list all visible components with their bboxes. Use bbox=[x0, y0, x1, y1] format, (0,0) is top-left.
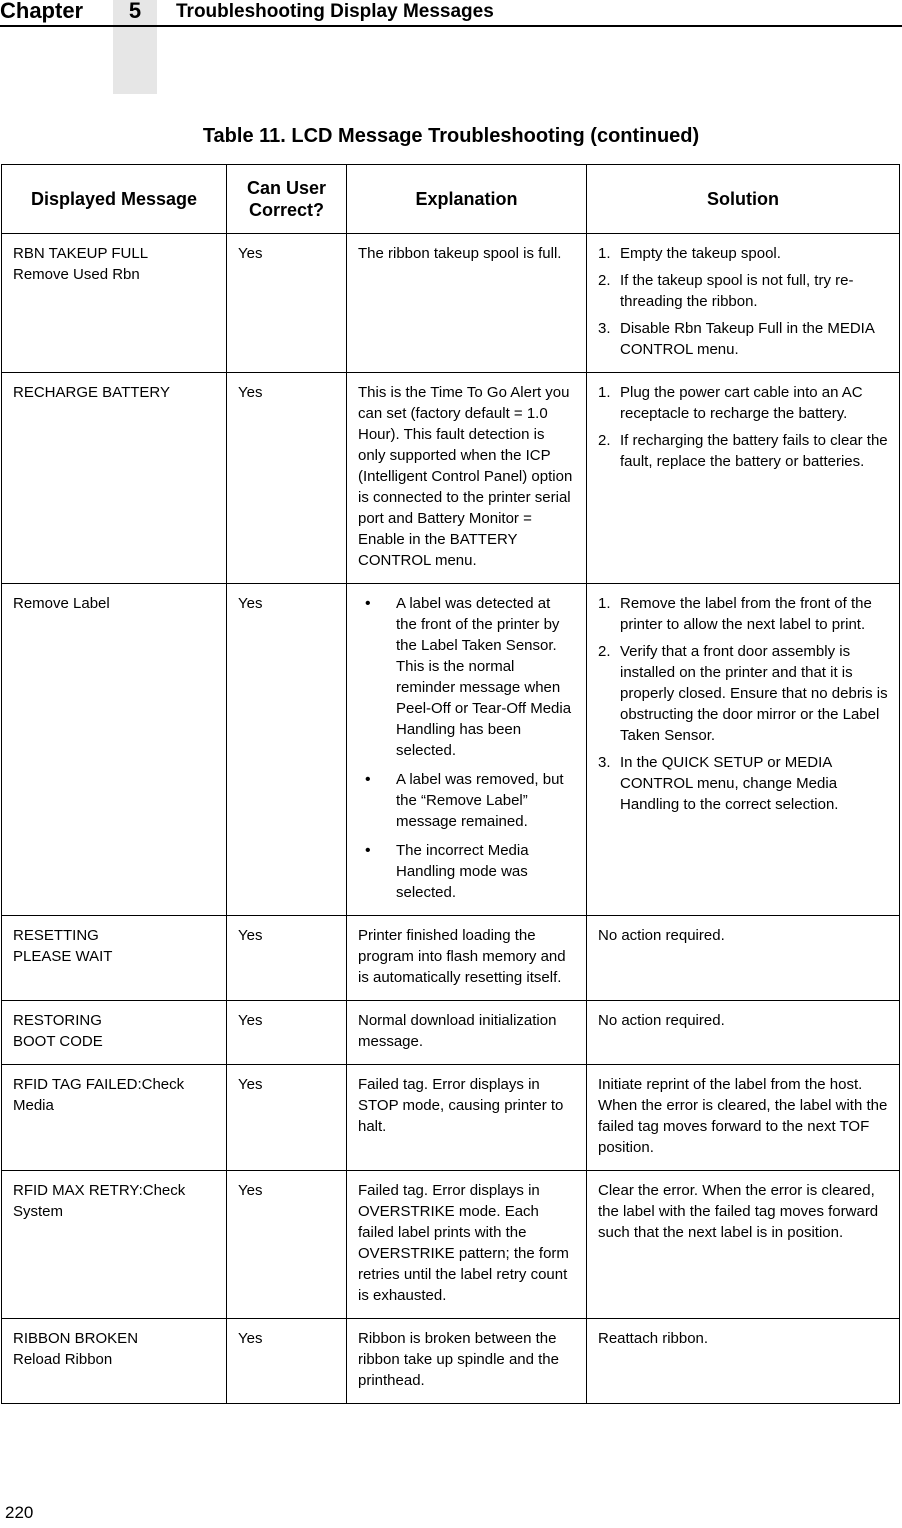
step-text: Disable Rbn Takeup Full in the MEDIA CONTROL menu. bbox=[620, 320, 875, 358]
cell-explanation: The ribbon takeup spool is full. bbox=[347, 234, 587, 373]
table-row bbox=[2, 1001, 900, 1065]
solution-step bbox=[598, 318, 888, 360]
cell-user-correct: Yes bbox=[227, 373, 347, 584]
step-number: 1. bbox=[598, 595, 611, 612]
cell-solution: Reattach ribbon. bbox=[587, 1319, 900, 1404]
table-row bbox=[2, 1065, 900, 1171]
solution-step-list bbox=[598, 243, 888, 360]
solution-step bbox=[598, 641, 888, 746]
cell-solution bbox=[587, 234, 900, 373]
message-line: RESETTING bbox=[13, 927, 99, 944]
cell-solution: Initiate reprint of the label from the host. When the error is cleared, the label with the failed tag moves forward to the next TOF position. bbox=[587, 1065, 900, 1171]
message-line: RBN TAKEUP FULL bbox=[13, 245, 149, 262]
cell-solution bbox=[587, 584, 900, 916]
cell-solution: No action required. bbox=[587, 916, 900, 1001]
solution-step-list bbox=[598, 382, 888, 472]
bullet-text: The incorrect Media Handling mode was selected. bbox=[396, 842, 529, 901]
table-row bbox=[2, 1319, 900, 1404]
bullet-icon: • bbox=[365, 595, 371, 612]
lcd-message-table bbox=[1, 164, 900, 1404]
page-header bbox=[0, 0, 902, 30]
table-row bbox=[2, 584, 900, 916]
step-text: If recharging the battery fails to clear the fault, replace the battery or batteries. bbox=[620, 432, 888, 470]
step-number: 2. bbox=[598, 272, 611, 289]
message-line: BOOT CODE bbox=[13, 1033, 103, 1050]
message-line: RECHARGE BATTERY bbox=[13, 384, 170, 401]
cell-displayed-message bbox=[2, 373, 227, 584]
table-row bbox=[2, 234, 900, 373]
explanation-bullet bbox=[358, 593, 575, 761]
explanation-bullet-list bbox=[358, 593, 575, 903]
cell-explanation: Failed tag. Error displays in STOP mode, causing printer to halt. bbox=[347, 1065, 587, 1171]
cell-solution bbox=[587, 373, 900, 584]
cell-user-correct: Yes bbox=[227, 1319, 347, 1404]
solution-step bbox=[598, 593, 888, 635]
step-number: 3. bbox=[598, 754, 611, 771]
cell-explanation: This is the Time To Go Alert you can set (factory default = 1.0 Hour). This fault detection is only supported when the ICP (Intelligent Control Panel) option is connected to the printer serial port and Battery Monitor = Enable in the BATTERY CONTROL menu. bbox=[347, 373, 587, 584]
message-line: RFID MAX RETRY:Check System bbox=[13, 1182, 186, 1220]
cell-solution: No action required. bbox=[587, 1001, 900, 1065]
step-number: 1. bbox=[598, 384, 611, 401]
cell-user-correct: Yes bbox=[227, 916, 347, 1001]
step-text: In the QUICK SETUP or MEDIA CONTROL menu, change Media Handling to the correct selection. bbox=[620, 754, 839, 813]
chapter-title: Troubleshooting Display Messages bbox=[176, 1, 494, 22]
cell-displayed-message bbox=[2, 1319, 227, 1404]
chapter-label: Chapter bbox=[0, 0, 84, 23]
message-line: PLEASE WAIT bbox=[13, 948, 113, 965]
explanation-bullet bbox=[358, 769, 575, 832]
cell-displayed-message bbox=[2, 584, 227, 916]
solution-step bbox=[598, 430, 888, 472]
col-header-user-correct: Can User Correct? bbox=[227, 165, 347, 234]
step-number: 2. bbox=[598, 432, 611, 449]
cell-displayed-message bbox=[2, 234, 227, 373]
message-line: RIBBON BROKEN bbox=[13, 1330, 139, 1347]
solution-step bbox=[598, 243, 888, 264]
table-header-row bbox=[2, 165, 900, 234]
bullet-icon: • bbox=[365, 842, 371, 859]
message-line: Reload Ribbon bbox=[13, 1351, 113, 1368]
cell-user-correct: Yes bbox=[227, 1171, 347, 1319]
cell-displayed-message bbox=[2, 1065, 227, 1171]
step-text: Plug the power cart cable into an AC receptacle to recharge the battery. bbox=[620, 384, 863, 422]
explanation-bullet bbox=[358, 840, 575, 903]
col-header-message: Displayed Message bbox=[2, 165, 227, 234]
message-line: RFID TAG FAILED:Check Media bbox=[13, 1076, 185, 1114]
message-line: Remove Used Rbn bbox=[13, 266, 140, 283]
message-line: Remove Label bbox=[13, 595, 110, 612]
table-row bbox=[2, 916, 900, 1001]
cell-explanation: Printer finished loading the program into flash memory and is automatically resetting itself. bbox=[347, 916, 587, 1001]
table-row bbox=[2, 1171, 900, 1319]
step-text: Empty the takeup spool. bbox=[620, 245, 781, 262]
solution-step bbox=[598, 270, 888, 312]
step-text: If the takeup spool is not full, try re-threading the ribbon. bbox=[620, 272, 854, 310]
table-body bbox=[2, 234, 900, 1404]
page-number: 220 bbox=[5, 1503, 34, 1522]
cell-user-correct: Yes bbox=[227, 584, 347, 916]
cell-user-correct: Yes bbox=[227, 234, 347, 373]
cell-displayed-message bbox=[2, 1171, 227, 1319]
step-text: Verify that a front door assembly is installed on the printer and that it is properly closed. Ensure that no debris is obstructing the door mirror or the Label Taken Sensor. bbox=[620, 643, 888, 744]
header-rule bbox=[0, 25, 902, 27]
table-row bbox=[2, 373, 900, 584]
step-number: 3. bbox=[598, 320, 611, 337]
cell-user-correct: Yes bbox=[227, 1065, 347, 1171]
step-number: 1. bbox=[598, 245, 611, 262]
chapter-number: 5 bbox=[128, 0, 142, 23]
cell-explanation: Ribbon is broken between the ribbon take up spindle and the printhead. bbox=[347, 1319, 587, 1404]
cell-explanation: Failed tag. Error displays in OVERSTRIKE mode. Each failed label prints with the OVERSTRIKE pattern; the form retries until the label retry count is exhausted. bbox=[347, 1171, 587, 1319]
solution-step bbox=[598, 382, 888, 424]
bullet-icon: • bbox=[365, 771, 371, 788]
cell-solution: Clear the error. When the error is cleared, the label with the failed tag moves forward such that the next label is in position. bbox=[587, 1171, 900, 1319]
message-line: RESTORING bbox=[13, 1012, 102, 1029]
col-header-solution: Solution bbox=[587, 165, 900, 234]
cell-displayed-message bbox=[2, 1001, 227, 1065]
bullet-text: A label was detected at the front of the printer by the Label Taken Sensor. This is the normal reminder message when Peel-Off or Tear-Off Media Handling has been selected. bbox=[396, 595, 572, 759]
col-header-explanation: Explanation bbox=[347, 165, 587, 234]
bullet-text: A label was removed, but the “Remove Label” message remained. bbox=[396, 771, 564, 830]
solution-step-list bbox=[598, 593, 888, 815]
table-title: Table 11. LCD Message Troubleshooting (continued) bbox=[202, 125, 700, 147]
cell-user-correct: Yes bbox=[227, 1001, 347, 1065]
cell-explanation: Normal download initialization message. bbox=[347, 1001, 587, 1065]
cell-explanation bbox=[347, 584, 587, 916]
step-number: 2. bbox=[598, 643, 611, 660]
step-text: Remove the label from the front of the printer to allow the next label to print. bbox=[620, 595, 872, 633]
cell-displayed-message bbox=[2, 916, 227, 1001]
solution-step bbox=[598, 752, 888, 815]
